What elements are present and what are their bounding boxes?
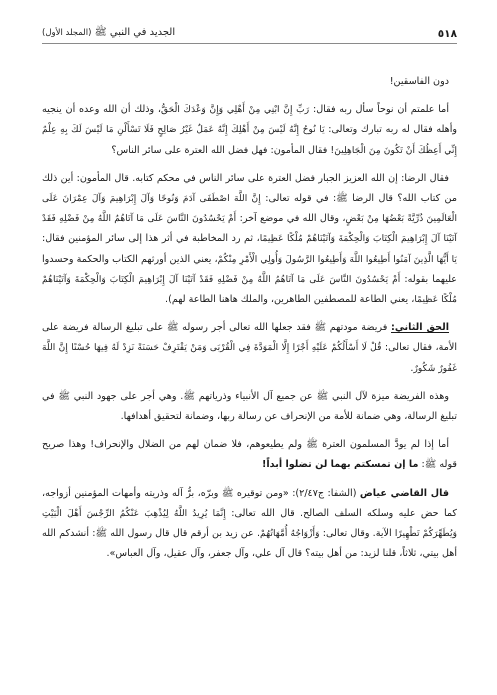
paragraph-5: وهذه الفريضة ميزة لآل النبي ﷺ عن جميع آل الأنبياء وذرياتهم ﷺ. وهي أجر على جهود النبي ﷺ في تبليغ الرسالة، وهي ضمانة للأمة من الإنحراف عن رسالة ربها، وضمانة لتحقيق أهدافها.	[42, 390, 457, 423]
paragraph-6-text-a: أما إذا لم يودَّ المسلمون العترة ﷺ ولم يطيعوهم، فلا ضمان لهم من الضلال والإنحراف! وهذا صريح قوله ﷺ:	[42, 439, 457, 471]
paragraph-3-text-a: فقال الرضا: إن الله العزيز الجبار فضل العترة على سائر الناس في محكم كتابه. قال المأمون: أين ذلك من كتاب الله؟ قال الرضا ﷺ: في قوله تعالى:	[42, 172, 457, 205]
paragraph-7-text-b: الآية. وقال تعالى:	[319, 528, 395, 540]
quran-quote: يَا أَيُّهَا الَّذِينَ آمَنُوا أَطِيعُوا اللَّهَ وَأَطِيعُوا الرَّسُولَ وَأُولِي الْأَمْرِ مِنْكُمْ	[217, 253, 457, 265]
paragraph-2	[42, 100, 457, 161]
paragraph-6	[42, 435, 457, 475]
paragraph-1: دون الفاسقين!	[389, 76, 449, 87]
running-title-text: الجديد في النبي ﷺ	[94, 27, 176, 38]
quran-quote: رَبِّ إِنَّ ابْنِي مِنْ أَهْلِي وَإِنَّ وَعْدَكَ الْحَقُّ	[161, 104, 310, 116]
page-header	[42, 0, 457, 44]
section-heading: الحق الثاني:	[391, 322, 449, 334]
paragraph-2-text-b: ، وذلك أن الله وعده أن ينجيه وأهله فقال له ربه تبارك وتعالى:	[42, 104, 458, 136]
page-body	[42, 44, 457, 564]
paragraph-4	[42, 318, 457, 379]
quran-quote: أَمْ يَحْسُدُونَ النَّاسَ عَلَى مَا آتَاهُمُ اللَّهُ مِنْ فَضْلِهِ فَقَدْ آتَيْنَا آلَ إِبْرَاهِيمَ الْكِتَابَ وَالْحِكْمَةَ وَآتَيْنَاهُمْ مُلْكًا عَظِيمًا	[42, 273, 457, 306]
paragraph-7-text-c: . عن زيد بن أرقم قال قال رسول الله ﷺ: أنشدكم الله أهل بيتي، ثلاثاً، قلنا لزيد: من أهل بيته؟ قال آل علي، وآل جعفر، وآل عقيل، وآل العباس».	[42, 528, 457, 560]
quran-quote: أَمْ يَحْسُدُونَ النَّاسَ عَلَى مَا آتَاهُمُ اللَّهُ مِنْ فَضْلِهِ فَقَدْ آتَيْنَا آلَ إِبْرَاهِيمَ الْكِتَابَ وَالْحِكْمَةَ وَآتَيْنَاهُمْ مُلْكًا عَظِيمًا	[42, 213, 457, 245]
paragraph-7-text-a: (الشفا: ج٢/٤٧): «ومن توقيره ﷺ وبرّه، برُّ آله وذريته وأمهات المؤمنين أزواجه، كما حض عليه وسلكه السلف الصالح. قال الله تعالى:	[42, 487, 457, 519]
running-title	[42, 26, 175, 40]
quran-quote: وَأَزْوَاجُهُ أُمَّهَاتُهُمْ	[260, 528, 320, 540]
quran-quote: إِنَّ اللَّهَ اصْطَفَى آدَمَ وَنُوحًا وَآلَ إِبْرَاهِيمَ وَآلَ عِمْرَانَ عَلَى الْعَالَمِينَ ذُرِّيَّةً بَعْضُهَا مِنْ بَعْضٍ	[42, 193, 457, 225]
volume-label: (المجلد الأول)	[42, 28, 92, 38]
paragraph-3-text-b: ، وقال الله في موضع آخر:	[236, 213, 346, 225]
author-name: قال القاضي عياض	[359, 487, 449, 499]
paragraph-4-text-b: .	[410, 362, 414, 374]
paragraph-7	[42, 484, 457, 565]
paragraph-3-text-d: ، يعني الذين أورثهم الكتاب والحكمة وحسدوا عليهما بقوله:	[42, 253, 457, 285]
paragraph-3-text-c: ، ثم رد المخاطبة في أثر هذا إلى سائر المؤمنين فقال:	[42, 233, 260, 245]
hadith-quote: ما إن تمسكتم بهما لن تضلوا أبداً!	[262, 459, 419, 471]
quran-quote: قُلْ لَا أَسْأَلُكُمْ عَلَيْهِ أَجْرًا إِلَّا الْمَوَدَّةَ فِي الْقُرْبَى وَمَنْ يَقْتَرِفْ حَسَنَةً نَزِدْ لَهُ فِيهَا حُسْنًا إِنَّ اللَّهَ غَفُورٌ شَكُورٌ	[42, 342, 457, 374]
quran-quote: يَا نُوحُ إِنَّهُ لَيْسَ مِنْ أَهْلِكَ إِنَّهُ عَمَلٌ غَيْرُ صَالِحٍ فَلَا تَسْأَلْنِ مَا لَيْسَ لَكَ بِهِ عِلْمٌ إِنِّي أَعِظُكَ أَنْ تَكُونَ مِنَ الْجَاهِلِينَ	[42, 124, 457, 156]
paragraph-2-text-a: أما علمتم أن نوحاً سأل ربه فقال:	[309, 104, 449, 116]
paragraph-3	[42, 169, 457, 310]
paragraph-3-text-e: ، يعني الطاعة للمصطفين الطاهرين، والملك هاهنا الطاعة لهم).	[165, 294, 415, 306]
page-number: ٥١٨	[437, 28, 457, 40]
paragraph-2-text-c: ! فقال المأمون: فهل فضل الله العترة على سائر الناس؟	[111, 144, 335, 156]
paragraph-4-text-a: فريضة مودتهم ﷺ فقد جعلها الله تعالى أجر رسوله ﷺ على تبليغ الرسالة فريضة على الأمة، فقال تعالى:	[42, 322, 457, 354]
quran-quote: إِنَّمَا يُرِيدُ اللَّهُ لِيُذْهِبَ عَنْكُمُ الرِّجْسَ أَهْلَ الْبَيْتِ وَيُطَهِّرَكُمْ تَطْهِيرًا	[42, 507, 458, 540]
